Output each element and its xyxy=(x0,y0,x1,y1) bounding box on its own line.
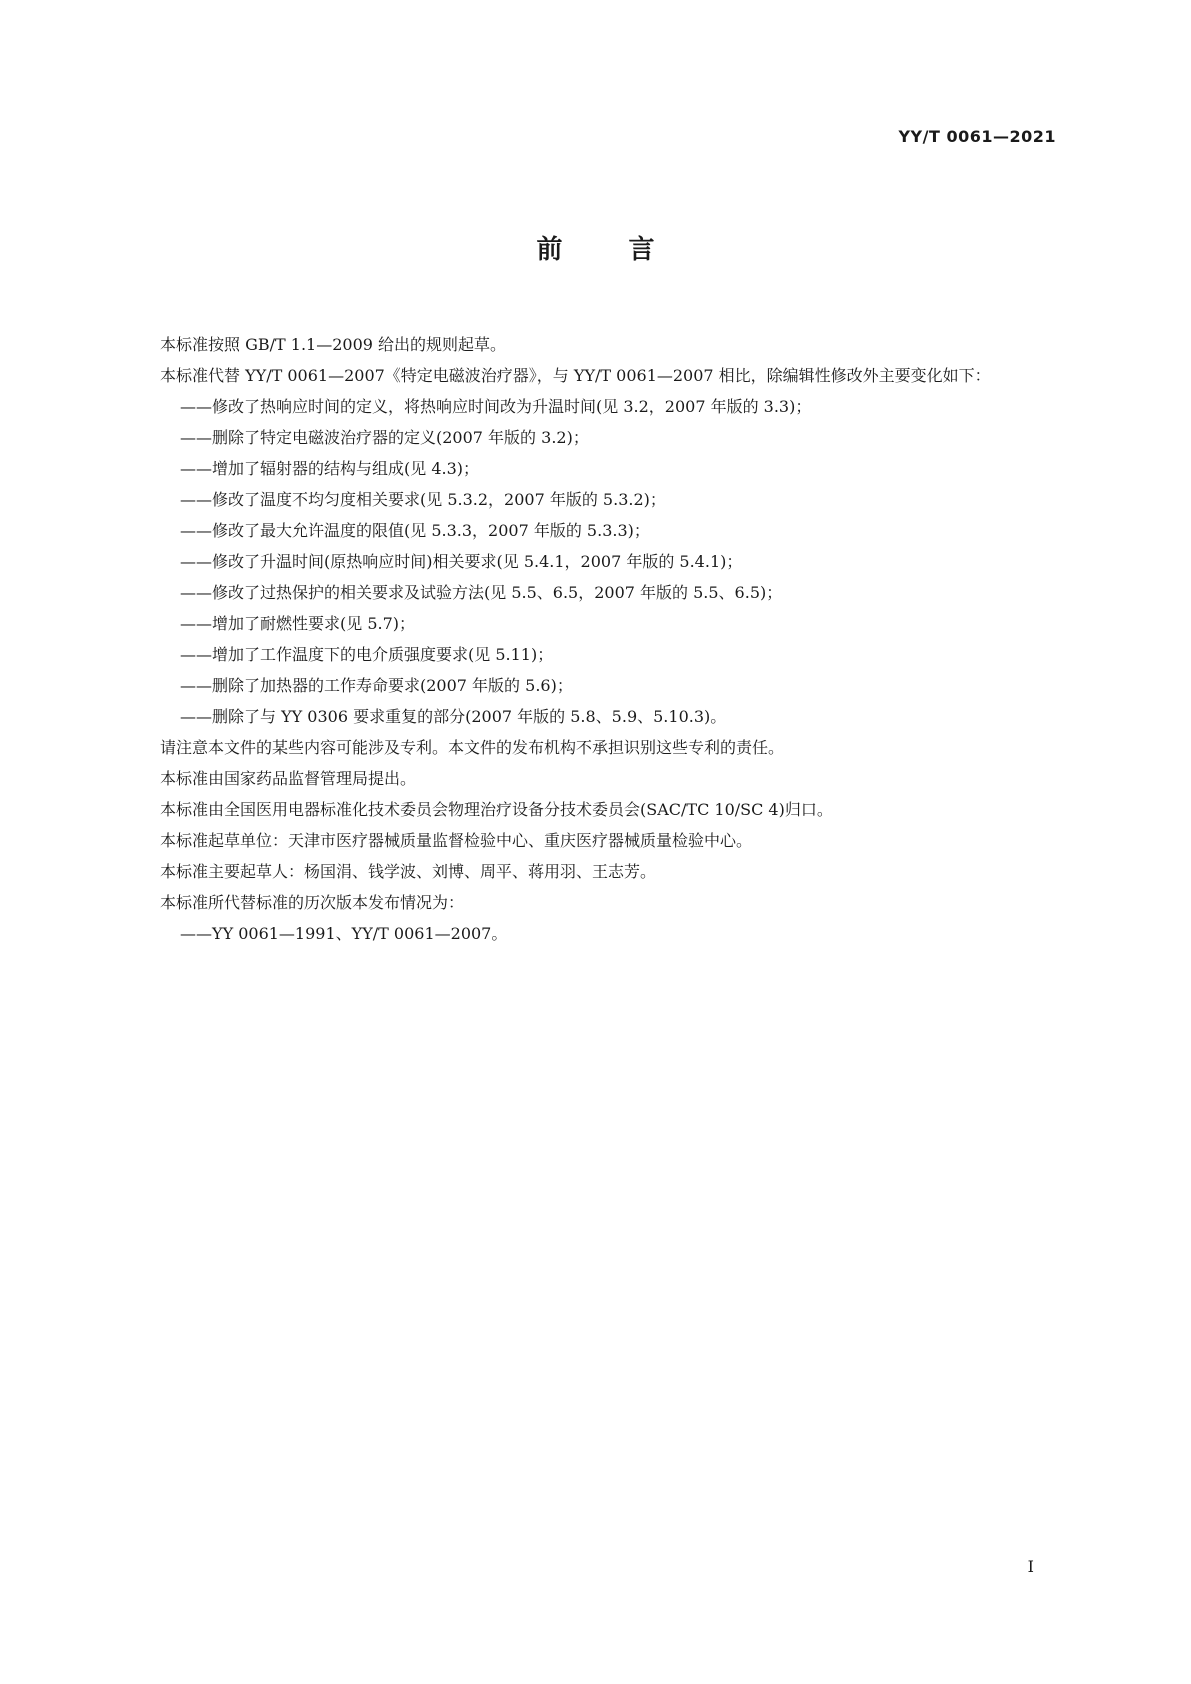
page-number: I xyxy=(1027,1557,1034,1576)
change-list xyxy=(124,391,1069,732)
change-item: ——修改了热响应时间的定义，将热响应时间改为升温时间(见 3.2，2007 年版的 3.3)； xyxy=(180,397,812,416)
change-item: ——修改了升温时间(原热响应时间)相关要求(见 5.4.1，2007 年版的 5.4.1)； xyxy=(180,552,743,571)
change-item: ——增加了工作温度下的电介质强度要求(见 5.11)； xyxy=(180,645,554,664)
paragraph-drafting-units: 本标准起草单位：天津市医疗器械质量监督检验中心、重庆医疗器械质量检验中心。 xyxy=(160,831,753,850)
paragraph-patent-notice: 请注意本文件的某些内容可能涉及专利。本文件的发布机构不承担识别这些专利的责任。 xyxy=(160,738,785,757)
change-item: ——修改了最大允许温度的限值(见 5.3.3，2007 年版的 5.3.3)； xyxy=(180,521,650,540)
history-item: ——YY 0061—1991、YY/T 0061—2007。 xyxy=(180,924,508,943)
paragraph-replacement: 本标准代替 YY/T 0061—2007《特定电磁波治疗器》，与 YY/T 0061—2007 相比，除编辑性修改外主要变化如下： xyxy=(160,366,991,385)
change-item: ——增加了耐燃性要求(见 5.7)； xyxy=(180,614,416,633)
document-code: YY/T 0061—2021 xyxy=(898,127,1056,146)
change-item: ——增加了辐射器的结构与组成(见 4.3)； xyxy=(180,459,480,478)
paragraph-proposer: 本标准由国家药品监督管理局提出。 xyxy=(160,769,417,788)
paragraph-drafting-rules: 本标准按照 GB/T 1.1—2009 给出的规则起草。 xyxy=(160,335,507,354)
change-item: ——修改了过热保护的相关要求及试验方法(见 5.5、6.5，2007 年版的 5.5、6.5)； xyxy=(180,583,783,602)
change-item: ——修改了温度不均匀度相关要求(见 5.3.2，2007 年版的 5.3.2)； xyxy=(180,490,666,509)
page-title: 前言 xyxy=(536,235,721,265)
change-item: ——删除了加热器的工作寿命要求(2007 年版的 5.6)； xyxy=(180,676,573,695)
foreword-body xyxy=(124,329,1069,949)
change-item: ——删除了特定电磁波治疗器的定义(2007 年版的 3.2)； xyxy=(180,428,589,447)
change-item: ——删除了与 YY 0306 要求重复的部分(2007 年版的 5.8、5.9、5.10.3)。 xyxy=(180,707,727,726)
paragraph-committee: 本标准由全国医用电器标准化技术委员会物理治疗设备分技术委员会(SAC/TC 10/SC 4)归口。 xyxy=(160,800,833,819)
paragraph-drafters: 本标准主要起草人：杨国涓、钱学波、刘博、周平、蒋用羽、王志芳。 xyxy=(160,862,657,881)
paragraph-history-intro: 本标准所代替标准的历次版本发布情况为： xyxy=(160,893,465,912)
